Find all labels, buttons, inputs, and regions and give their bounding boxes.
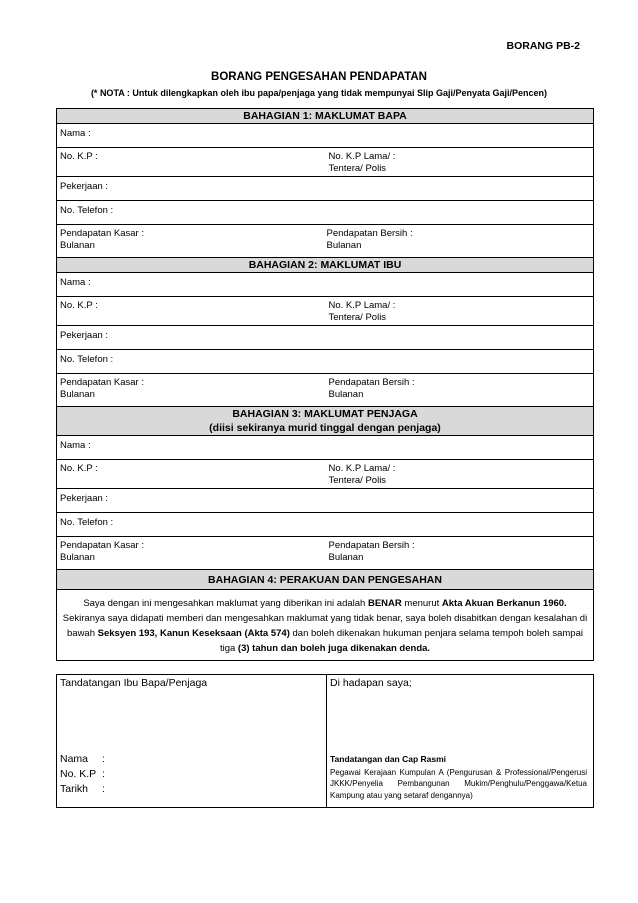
form-title: BORANG PENGESAHAN PENDAPATAN xyxy=(211,71,427,83)
occupation-label: Pekerjaan : xyxy=(60,181,109,192)
parent-signature-label: Tandatangan Ibu Bapa/Penjaga xyxy=(60,677,208,689)
ic-label: No. K.P : xyxy=(60,300,98,311)
name-label: Nama : xyxy=(60,440,91,451)
mother-phone-field[interactable] xyxy=(57,350,594,374)
section-2-title: BAHAGIAN 2: MAKLUMAT IBU xyxy=(248,259,402,271)
section-3-header xyxy=(57,407,594,436)
gross-income-label: Pendapatan Kasar : Bulanan xyxy=(60,228,144,251)
form-code: BORANG PB-2 xyxy=(506,40,580,52)
mother-name-field[interactable] xyxy=(57,273,594,297)
declaration-text: Saya dengan ini mengesahkan maklumat yang diberikan ini adalah BENAR menurut Akta Akuan Berkanun 1960. Sekiranya saya didapati memberi dan mengesahkan maklumat yang tidak benar, saya boleh disabitkan dengan kesalahan di bawah Seksyen 193, Kanun Keseksaan (Akta 574) dan boleh dikenakan hukuman penjara selama tempoh boleh sampai tiga (3) tahun dan boleh juga dikenakan denda. xyxy=(62,598,588,654)
section-1-title: BAHAGIAN 1: MAKLUMAT BAPA xyxy=(243,110,407,122)
guardian-income-row[interactable] xyxy=(57,537,594,570)
net-income-label: Pendapatan Bersih : Bulanan xyxy=(326,228,413,251)
ic-label: No. K.P : xyxy=(60,151,98,162)
father-occupation-field[interactable] xyxy=(57,177,594,201)
phone-label: No. Telefon : xyxy=(60,354,114,365)
mother-occupation-field[interactable] xyxy=(57,326,594,350)
section-1-header xyxy=(57,109,594,124)
gross-income-label: Pendapatan Kasar : Bulanan xyxy=(60,540,144,563)
mother-ic-row[interactable] xyxy=(57,297,594,326)
sig-ic-line: No. K.P : xyxy=(60,768,105,780)
section-3-subtitle: (diisi sekiranya murid tinggal dengan penjaga) xyxy=(209,422,441,434)
occupation-label: Pekerjaan : xyxy=(60,493,109,504)
ic-label: No. K.P : xyxy=(60,463,98,474)
guardian-ic-row[interactable] xyxy=(57,460,594,489)
sig-name-line: Nama : xyxy=(60,753,105,765)
signature-fields xyxy=(60,752,105,797)
witness-label: Di hadapan saya; xyxy=(330,677,412,689)
father-name-field[interactable] xyxy=(57,124,594,148)
official-stamp-note xyxy=(330,754,587,801)
old-ic-label: No. K.P Lama/ : Tentera/ Polis xyxy=(328,151,396,174)
stamp-description: Pegawai Kerajaan Kumpulan A (Pengurusan & Professional/Pengerusi JKKK/Penyelia Pembangunan Mukim/Penghulu/Penggawa/Ketua Kampung atau yang setaraf dengannya) xyxy=(330,767,587,800)
declaration-cell xyxy=(57,590,594,661)
occupation-label: Pekerjaan : xyxy=(60,330,109,341)
father-ic-row[interactable] xyxy=(57,148,594,177)
father-income-row[interactable] xyxy=(57,225,594,258)
sig-date-line: Tarikh : xyxy=(60,783,105,795)
guardian-phone-field[interactable] xyxy=(57,513,594,537)
net-income-label: Pendapatan Bersih : Bulanan xyxy=(328,540,415,563)
phone-label: No. Telefon : xyxy=(60,517,114,528)
section-2-header xyxy=(57,258,594,273)
old-ic-label: No. K.P Lama/ : Tentera/ Polis xyxy=(328,463,396,486)
form-note: (* NOTA : Untuk dilengkapkan oleh ibu papa/penjaga yang tidak mempunyai Slip Gaji/Penyata Gaji/Pencen) xyxy=(90,88,548,98)
section-3-title: BAHAGIAN 3: MAKLUMAT PENJAGA xyxy=(232,408,418,420)
signature-table xyxy=(56,674,594,808)
phone-label: No. Telefon : xyxy=(60,205,114,216)
guardian-occupation-field[interactable] xyxy=(57,489,594,513)
old-ic-label: No. K.P Lama/ : Tentera/ Polis xyxy=(328,300,396,323)
father-phone-field[interactable] xyxy=(57,201,594,225)
section-4-header xyxy=(57,570,594,590)
witness-signature-box[interactable] xyxy=(327,675,594,808)
gross-income-label: Pendapatan Kasar : Bulanan xyxy=(60,377,144,400)
guardian-name-field[interactable] xyxy=(57,436,594,460)
section-4-title: BAHAGIAN 4: PERAKUAN DAN PENGESAHAN xyxy=(208,573,442,586)
form-table xyxy=(56,108,594,661)
name-label: Nama : xyxy=(60,277,91,288)
mother-income-row[interactable] xyxy=(57,374,594,407)
name-label: Nama : xyxy=(60,128,91,139)
net-income-label: Pendapatan Bersih : Bulanan xyxy=(328,377,415,400)
stamp-title: Tandatangan dan Cap Rasmi xyxy=(330,754,447,764)
parent-signature-box[interactable] xyxy=(57,675,327,808)
